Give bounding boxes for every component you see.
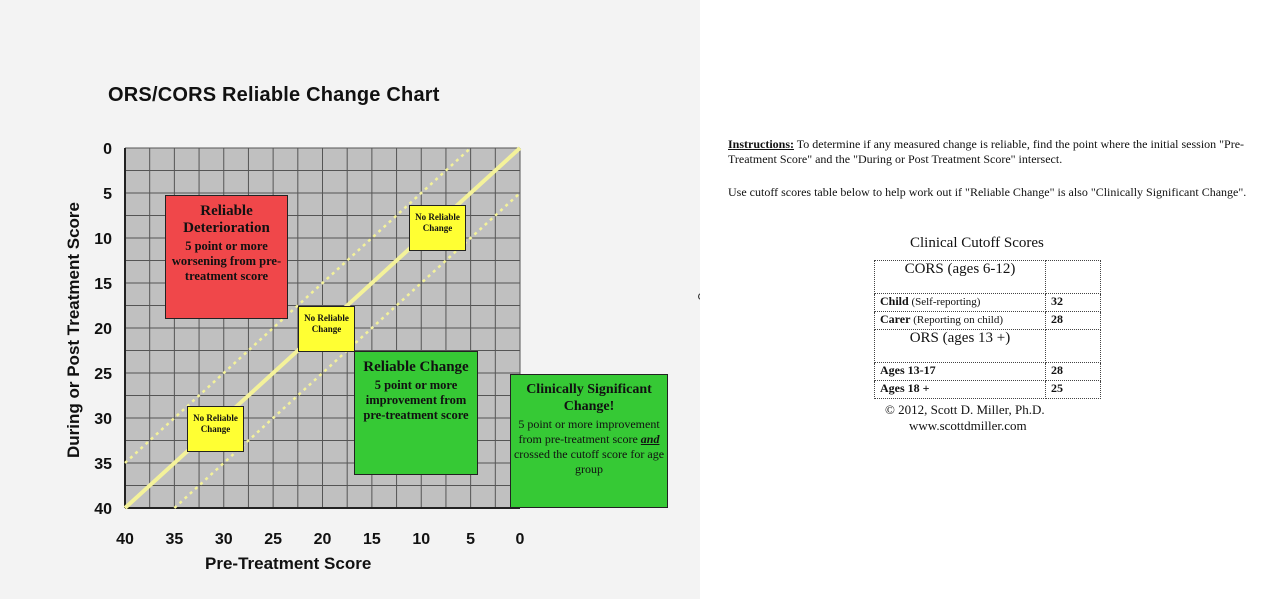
child-note: (Self-reporting) xyxy=(908,296,981,308)
cutoff-table xyxy=(874,260,1101,399)
table-row xyxy=(875,294,1101,312)
instructions-text-2: Use cutoff scores table below to help work out if "Reliable Change" is also "Clinically Significant Change". xyxy=(728,185,1247,199)
table-row xyxy=(875,312,1101,330)
ages1-label: Ages 13-17 xyxy=(880,363,936,377)
y-tick-label: 0 xyxy=(103,141,112,158)
reliable-deterioration-title: Reliable Deterioration xyxy=(183,203,270,236)
x-tick-label: 35 xyxy=(165,531,184,548)
cors-header-value xyxy=(1046,261,1101,294)
x-tick-label: 25 xyxy=(264,531,283,548)
reliable-change-title: Reliable Change xyxy=(363,359,469,375)
table-row xyxy=(875,381,1101,399)
clinically-significant-change-body xyxy=(511,417,667,477)
clinically-significant-change-title: Clinically Significant Change! xyxy=(526,382,652,414)
table-row xyxy=(875,363,1101,381)
instructions-label: Instructions: xyxy=(728,137,795,151)
child-label: Child xyxy=(880,294,909,308)
reliable-deterioration-box xyxy=(165,195,288,319)
ages2-label: Ages 18 + xyxy=(880,381,930,395)
y-tick-label: 20 xyxy=(94,321,112,338)
x-tick-label: 15 xyxy=(362,531,381,548)
y-tick-label: 5 xyxy=(103,186,112,203)
clinically-significant-body-part2: crossed the cutoff score for age group xyxy=(513,447,665,476)
ors-header: ORS (ages 13 +) xyxy=(875,330,1046,363)
x-tick-label: 10 xyxy=(412,531,431,548)
carer-note: (Reporting on child) xyxy=(910,314,1004,326)
chart-title: ORS/CORS Reliable Change Chart xyxy=(108,84,440,106)
reliable-change-box xyxy=(354,351,478,475)
y-tick-label: 10 xyxy=(94,231,112,248)
ages2-value: 25 xyxy=(1046,381,1101,399)
clinically-significant-body-part1: 5 point or more improvement from pre-treatment score xyxy=(518,417,660,446)
x-tick-label: 0 xyxy=(515,531,525,548)
website-text: www.scottdmiller.com xyxy=(909,418,1027,433)
instructions-body: To determine if any measured change is reliable, find the point where the initial session "Pre-Treatment Score" and the "During or Post Treatment Score" intersect. xyxy=(728,137,1245,166)
copyright-text: © 2012, Scott D. Miller, Ph.D. xyxy=(885,402,1045,417)
no-reliable-change-box: No Reliable Change xyxy=(298,306,355,352)
y-tick-label: 40 xyxy=(94,501,112,518)
child-value: 32 xyxy=(1046,294,1101,312)
ages1-value: 28 xyxy=(1046,363,1101,381)
y-tick-label: 15 xyxy=(94,276,112,293)
ages2-cell xyxy=(875,381,1046,399)
x-tick-label: 40 xyxy=(116,531,134,548)
no-reliable-change-box: No Reliable Change xyxy=(409,205,466,251)
instructions-panel xyxy=(700,113,1267,475)
child-cell xyxy=(875,294,1046,312)
no-reliable-change-box: No Reliable Change xyxy=(187,406,244,452)
table-row xyxy=(875,330,1101,363)
x-tick-label: 5 xyxy=(466,531,476,548)
ages1-cell xyxy=(875,363,1046,381)
reliable-change-body: 5 point or more improvement from pre-treatment score xyxy=(363,378,469,422)
x-tick-label: 20 xyxy=(313,531,332,548)
x-axis-label: Pre-Treatment Score xyxy=(205,554,372,573)
carer-value: 28 xyxy=(1046,312,1101,330)
instructions-text xyxy=(728,137,1248,167)
y-tick-label: 25 xyxy=(94,366,112,383)
y-tick-label: 30 xyxy=(94,411,112,428)
ors-header-value xyxy=(1046,330,1101,363)
table-row xyxy=(875,261,1101,294)
carer-cell xyxy=(875,312,1046,330)
reliable-deterioration-body: 5 point or more worsening from pre-treatment score xyxy=(171,239,282,283)
cors-header: CORS (ages 6-12) xyxy=(875,261,1046,294)
cutoff-table-title: Clinical Cutoff Scores xyxy=(910,235,1044,251)
x-tick-label: 30 xyxy=(214,531,233,548)
y-axis-label: During or Post Treatment Score xyxy=(64,202,83,458)
y-tick-label: 35 xyxy=(94,456,112,473)
clinically-significant-change-box xyxy=(510,374,668,508)
clinically-significant-and: and xyxy=(640,432,660,446)
carer-label: Carer xyxy=(880,312,911,326)
